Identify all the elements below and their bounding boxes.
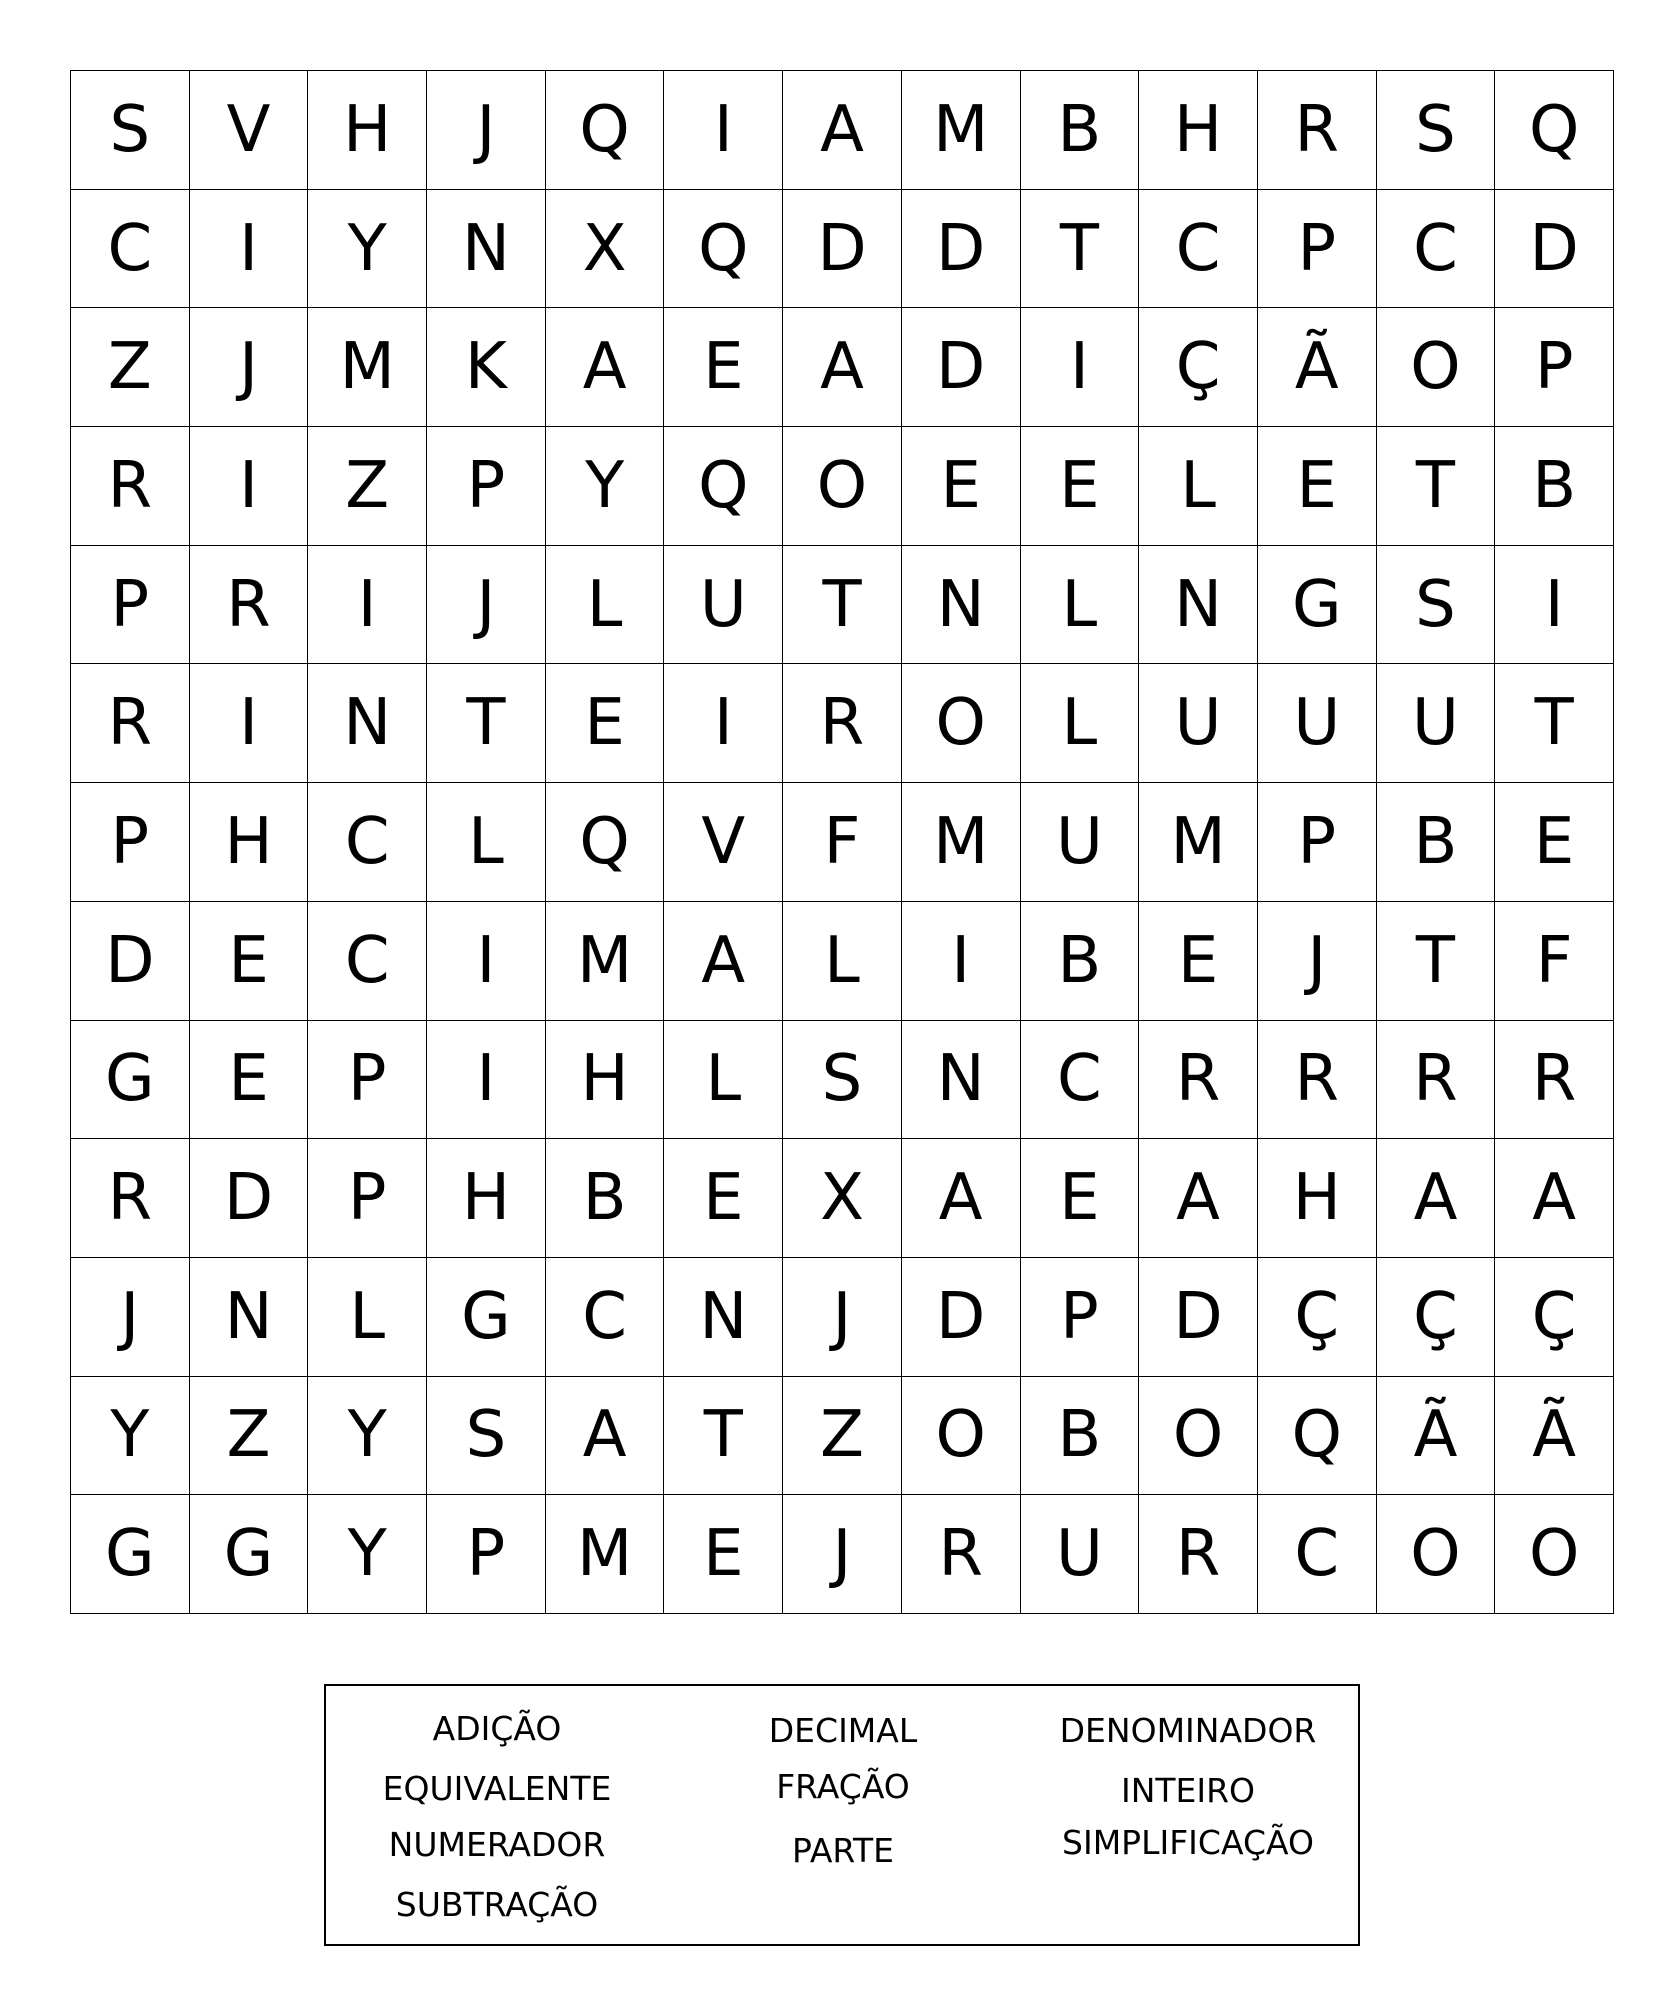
grid-cell-r2-c8[interactable]: D <box>902 190 1021 309</box>
grid-cell-r13-c7[interactable]: J <box>783 1495 902 1614</box>
grid-cell-r11-c11[interactable]: Ç <box>1258 1258 1377 1377</box>
grid-cell-r9-c8[interactable]: N <box>902 1021 1021 1140</box>
word-list-box <box>324 1684 1360 1946</box>
grid-cell-r2-c5[interactable]: X <box>546 190 665 309</box>
grid-cell-r12-c13[interactable]: Ã <box>1495 1377 1614 1496</box>
grid-cell-r7-c2[interactable]: H <box>190 783 309 902</box>
grid-cell-r2-c11[interactable]: P <box>1258 190 1377 309</box>
grid-cell-r8-c8[interactable]: I <box>902 902 1021 1021</box>
grid-cell-r11-c7[interactable]: J <box>783 1258 902 1377</box>
grid-cell-r3-c7[interactable]: A <box>783 308 902 427</box>
grid-cell-r13-c13[interactable]: O <box>1495 1495 1614 1614</box>
grid-cell-r11-c4[interactable]: G <box>427 1258 546 1377</box>
grid-cell-r8-c10[interactable]: E <box>1139 902 1258 1021</box>
grid-cell-r11-c1[interactable]: J <box>71 1258 190 1377</box>
grid-cell-r7-c12[interactable]: B <box>1377 783 1496 902</box>
grid-cell-r3-c11[interactable]: Ã <box>1258 308 1377 427</box>
grid-cell-r5-c1[interactable]: P <box>71 546 190 665</box>
grid-cell-r11-c6[interactable]: N <box>664 1258 783 1377</box>
grid-cell-r9-c7[interactable]: S <box>783 1021 902 1140</box>
grid-cell-r1-c4[interactable]: J <box>427 71 546 190</box>
grid-cell-r1-c6[interactable]: I <box>664 71 783 190</box>
word-list-item: PARTE <box>792 1831 894 1870</box>
grid-cell-r4-c4[interactable]: P <box>427 427 546 546</box>
word-list-item: INTEIRO <box>1120 1771 1256 1810</box>
word-list-item: SUBTRAÇÃO <box>395 1885 599 1924</box>
grid-cell-r12-c4[interactable]: S <box>427 1377 546 1496</box>
grid-cell-r3-c4[interactable]: K <box>427 308 546 427</box>
grid-cell-r10-c3[interactable]: P <box>308 1139 427 1258</box>
grid-cell-r13-c12[interactable]: O <box>1377 1495 1496 1614</box>
grid-cell-r6-c13[interactable]: T <box>1495 664 1614 783</box>
grid-cell-r11-c9[interactable]: P <box>1021 1258 1140 1377</box>
grid-cell-r5-c11[interactable]: G <box>1258 546 1377 665</box>
grid-cell-r4-c2[interactable]: I <box>190 427 309 546</box>
grid-cell-r4-c5[interactable]: Y <box>546 427 665 546</box>
grid-cell-r10-c4[interactable]: H <box>427 1139 546 1258</box>
grid-cell-r10-c13[interactable]: A <box>1495 1139 1614 1258</box>
grid-cell-r5-c8[interactable]: N <box>902 546 1021 665</box>
grid-cell-r1-c13[interactable]: Q <box>1495 71 1614 190</box>
grid-cell-r1-c9[interactable]: B <box>1021 71 1140 190</box>
grid-cell-r13-c3[interactable]: Y <box>308 1495 427 1614</box>
grid-cell-r7-c1[interactable]: P <box>71 783 190 902</box>
grid-cell-r6-c1[interactable]: R <box>71 664 190 783</box>
grid-cell-r2-c12[interactable]: C <box>1377 190 1496 309</box>
grid-cell-r7-c8[interactable]: M <box>902 783 1021 902</box>
grid-cell-r12-c6[interactable]: T <box>664 1377 783 1496</box>
grid-cell-r7-c6[interactable]: V <box>664 783 783 902</box>
grid-cell-r5-c2[interactable]: R <box>190 546 309 665</box>
grid-cell-r10-c12[interactable]: A <box>1377 1139 1496 1258</box>
grid-cell-r10-c1[interactable]: R <box>71 1139 190 1258</box>
grid-cell-r11-c12[interactable]: Ç <box>1377 1258 1496 1377</box>
grid-cell-r9-c4[interactable]: I <box>427 1021 546 1140</box>
grid-cell-r1-c2[interactable]: V <box>190 71 309 190</box>
grid-cell-r1-c3[interactable]: H <box>308 71 427 190</box>
grid-cell-r6-c3[interactable]: N <box>308 664 427 783</box>
word-list-item: DENOMINADOR <box>1059 1711 1317 1750</box>
grid-cell-r2-c3[interactable]: Y <box>308 190 427 309</box>
grid-cell-r9-c10[interactable]: R <box>1139 1021 1258 1140</box>
word-list-item: SIMPLIFICAÇÃO <box>1062 1823 1314 1862</box>
grid-cell-r5-c10[interactable]: N <box>1139 546 1258 665</box>
grid-cell-r7-c7[interactable]: F <box>783 783 902 902</box>
grid-cell-r6-c11[interactable]: U <box>1258 664 1377 783</box>
grid-cell-r10-c7[interactable]: X <box>783 1139 902 1258</box>
grid-cell-r8-c13[interactable]: F <box>1495 902 1614 1021</box>
grid-cell-r13-c4[interactable]: P <box>427 1495 546 1614</box>
grid-cell-r5-c5[interactable]: L <box>546 546 665 665</box>
grid-cell-r11-c13[interactable]: Ç <box>1495 1258 1614 1377</box>
grid-cell-r8-c11[interactable]: J <box>1258 902 1377 1021</box>
grid-cell-r1-c8[interactable]: M <box>902 71 1021 190</box>
grid-cell-r10-c8[interactable]: A <box>902 1139 1021 1258</box>
grid-cell-r9-c5[interactable]: H <box>546 1021 665 1140</box>
grid-cell-r13-c8[interactable]: R <box>902 1495 1021 1614</box>
grid-cell-r5-c9[interactable]: L <box>1021 546 1140 665</box>
grid-cell-r7-c11[interactable]: P <box>1258 783 1377 902</box>
grid-cell-r8-c6[interactable]: A <box>664 902 783 1021</box>
grid-cell-r1-c10[interactable]: H <box>1139 71 1258 190</box>
grid-cell-r10-c9[interactable]: E <box>1021 1139 1140 1258</box>
grid-cell-r6-c4[interactable]: T <box>427 664 546 783</box>
grid-cell-r6-c5[interactable]: E <box>546 664 665 783</box>
grid-cell-r13-c6[interactable]: E <box>664 1495 783 1614</box>
grid-cell-r8-c1[interactable]: D <box>71 902 190 1021</box>
grid-cell-r8-c12[interactable]: T <box>1377 902 1496 1021</box>
grid-cell-r6-c7[interactable]: R <box>783 664 902 783</box>
grid-cell-r2-c7[interactable]: D <box>783 190 902 309</box>
grid-cell-r10-c6[interactable]: E <box>664 1139 783 1258</box>
grid-cell-r2-c10[interactable]: C <box>1139 190 1258 309</box>
grid-cell-r4-c9[interactable]: E <box>1021 427 1140 546</box>
grid-cell-r2-c4[interactable]: N <box>427 190 546 309</box>
grid-cell-r8-c3[interactable]: C <box>308 902 427 1021</box>
grid-cell-r4-c8[interactable]: E <box>902 427 1021 546</box>
grid-cell-r3-c12[interactable]: O <box>1377 308 1496 427</box>
grid-cell-r5-c3[interactable]: I <box>308 546 427 665</box>
word-list-item: ADIÇÃO <box>432 1709 562 1748</box>
grid-cell-r1-c5[interactable]: Q <box>546 71 665 190</box>
grid-cell-r13-c10[interactable]: R <box>1139 1495 1258 1614</box>
grid-cell-r5-c4[interactable]: J <box>427 546 546 665</box>
grid-cell-r3-c1[interactable]: Z <box>71 308 190 427</box>
grid-cell-r4-c11[interactable]: E <box>1258 427 1377 546</box>
grid-cell-r11-c3[interactable]: L <box>308 1258 427 1377</box>
grid-cell-r4-c1[interactable]: R <box>71 427 190 546</box>
grid-cell-r4-c7[interactable]: O <box>783 427 902 546</box>
grid-cell-r10-c11[interactable]: H <box>1258 1139 1377 1258</box>
word-list-item: FRAÇÃO <box>776 1767 910 1806</box>
grid-cell-r3-c10[interactable]: Ç <box>1139 308 1258 427</box>
grid-cell-r12-c5[interactable]: A <box>546 1377 665 1496</box>
grid-cell-r12-c7[interactable]: Z <box>783 1377 902 1496</box>
grid-cell-r2-c1[interactable]: C <box>71 190 190 309</box>
grid-cell-r1-c11[interactable]: R <box>1258 71 1377 190</box>
grid-cell-r1-c1[interactable]: S <box>71 71 190 190</box>
grid-cell-r10-c2[interactable]: D <box>190 1139 309 1258</box>
grid-cell-r13-c9[interactable]: U <box>1021 1495 1140 1614</box>
grid-cell-r3-c5[interactable]: A <box>546 308 665 427</box>
grid-cell-r9-c6[interactable]: L <box>664 1021 783 1140</box>
grid-cell-r9-c9[interactable]: C <box>1021 1021 1140 1140</box>
grid-cell-r4-c12[interactable]: T <box>1377 427 1496 546</box>
word-search-grid <box>70 70 1614 1614</box>
grid-cell-r6-c10[interactable]: U <box>1139 664 1258 783</box>
grid-cell-r11-c5[interactable]: C <box>546 1258 665 1377</box>
grid-cell-r10-c5[interactable]: B <box>546 1139 665 1258</box>
grid-cell-r8-c7[interactable]: L <box>783 902 902 1021</box>
grid-cell-r3-c9[interactable]: I <box>1021 308 1140 427</box>
grid-cell-r12-c9[interactable]: B <box>1021 1377 1140 1496</box>
grid-cell-r7-c5[interactable]: Q <box>546 783 665 902</box>
grid-cell-r11-c8[interactable]: D <box>902 1258 1021 1377</box>
grid-cell-r13-c11[interactable]: C <box>1258 1495 1377 1614</box>
grid-cell-r12-c12[interactable]: Ã <box>1377 1377 1496 1496</box>
grid-cell-r9-c1[interactable]: G <box>71 1021 190 1140</box>
grid-cell-r1-c12[interactable]: S <box>1377 71 1496 190</box>
grid-cell-r4-c3[interactable]: Z <box>308 427 427 546</box>
grid-cell-r8-c5[interactable]: M <box>546 902 665 1021</box>
grid-cell-r9-c3[interactable]: P <box>308 1021 427 1140</box>
grid-cell-r7-c3[interactable]: C <box>308 783 427 902</box>
grid-cell-r12-c8[interactable]: O <box>902 1377 1021 1496</box>
grid-cell-r4-c13[interactable]: B <box>1495 427 1614 546</box>
grid-cell-r6-c6[interactable]: I <box>664 664 783 783</box>
grid-cell-r9-c11[interactable]: R <box>1258 1021 1377 1140</box>
grid-cell-r11-c2[interactable]: N <box>190 1258 309 1377</box>
grid-cell-r2-c2[interactable]: I <box>190 190 309 309</box>
grid-cell-r3-c6[interactable]: E <box>664 308 783 427</box>
grid-cell-r8-c2[interactable]: E <box>190 902 309 1021</box>
grid-cell-r12-c1[interactable]: Y <box>71 1377 190 1496</box>
grid-cell-r9-c2[interactable]: E <box>190 1021 309 1140</box>
grid-cell-r1-c7[interactable]: A <box>783 71 902 190</box>
grid-cell-r5-c7[interactable]: T <box>783 546 902 665</box>
grid-cell-r13-c2[interactable]: G <box>190 1495 309 1614</box>
grid-cell-r4-c6[interactable]: Q <box>664 427 783 546</box>
grid-cell-r3-c2[interactable]: J <box>190 308 309 427</box>
grid-cell-r12-c3[interactable]: Y <box>308 1377 427 1496</box>
grid-cell-r7-c10[interactable]: M <box>1139 783 1258 902</box>
grid-cell-r12-c11[interactable]: Q <box>1258 1377 1377 1496</box>
grid-cell-r12-c2[interactable]: Z <box>190 1377 309 1496</box>
grid-cell-r7-c9[interactable]: U <box>1021 783 1140 902</box>
grid-cell-r9-c13[interactable]: R <box>1495 1021 1614 1140</box>
grid-cell-r6-c8[interactable]: O <box>902 664 1021 783</box>
grid-cell-r12-c10[interactable]: O <box>1139 1377 1258 1496</box>
grid-cell-r13-c5[interactable]: M <box>546 1495 665 1614</box>
grid-cell-r3-c13[interactable]: P <box>1495 308 1614 427</box>
word-list-item: EQUIVALENTE <box>382 1769 612 1808</box>
word-list-item: NUMERADOR <box>388 1825 606 1864</box>
grid-cell-r8-c4[interactable]: I <box>427 902 546 1021</box>
grid-cell-r7-c4[interactable]: L <box>427 783 546 902</box>
grid-cell-r5-c13[interactable]: I <box>1495 546 1614 665</box>
grid-cell-r7-c13[interactable]: E <box>1495 783 1614 902</box>
grid-cell-r2-c13[interactable]: D <box>1495 190 1614 309</box>
grid-cell-r5-c6[interactable]: U <box>664 546 783 665</box>
grid-cell-r3-c8[interactable]: D <box>902 308 1021 427</box>
grid-cell-r2-c6[interactable]: Q <box>664 190 783 309</box>
grid-cell-r5-c12[interactable]: S <box>1377 546 1496 665</box>
grid-cell-r6-c2[interactable]: I <box>190 664 309 783</box>
grid-cell-r10-c10[interactable]: A <box>1139 1139 1258 1258</box>
grid-cell-r11-c10[interactable]: D <box>1139 1258 1258 1377</box>
grid-cell-r6-c9[interactable]: L <box>1021 664 1140 783</box>
grid-cell-r9-c12[interactable]: R <box>1377 1021 1496 1140</box>
grid-cell-r4-c10[interactable]: L <box>1139 427 1258 546</box>
grid-cell-r3-c3[interactable]: M <box>308 308 427 427</box>
grid-cell-r2-c9[interactable]: T <box>1021 190 1140 309</box>
grid-cell-r8-c9[interactable]: B <box>1021 902 1140 1021</box>
grid-cell-r13-c1[interactable]: G <box>71 1495 190 1614</box>
word-list-item: DECIMAL <box>768 1711 918 1750</box>
grid-cell-r6-c12[interactable]: U <box>1377 664 1496 783</box>
